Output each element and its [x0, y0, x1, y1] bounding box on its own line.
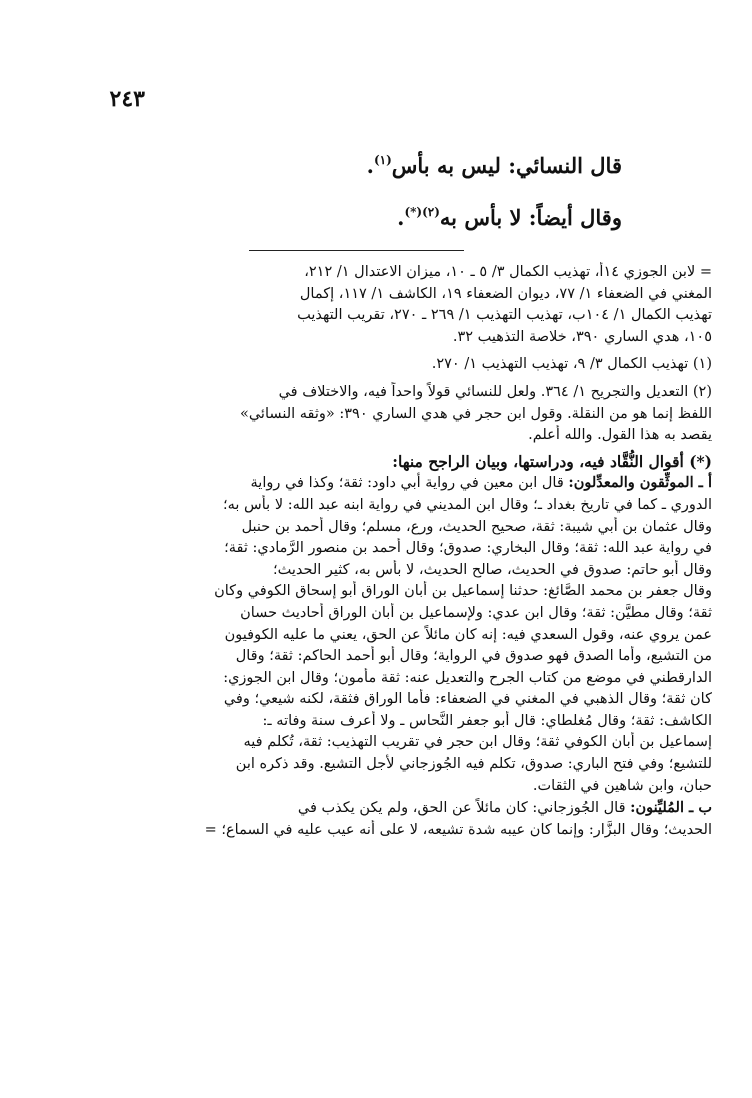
section-a-line: من التشيع، وأما الصدق فهو صدوق في الرواية؛ وقال أبو أحمد الحاكم: ثقة؛ وقال — [235, 648, 712, 665]
section-a — [46, 472, 712, 797]
footnote-ref-2: (٢)(*) — [404, 205, 440, 219]
main-line-2-end: . — [397, 205, 405, 230]
section-b-first-line — [46, 797, 712, 820]
main-text — [40, 140, 622, 244]
critics-heading: (*) أقوال النُّقَّاد فيه، ودراستها، وبيان الراجح منها: — [392, 451, 712, 471]
footnote-line: اللفظ إنما هو من النقلة. وقول ابن حجر في هدي الساري ٣٩٠: «وثقه النسائي» — [239, 405, 712, 422]
footnote-ref-1: (١) — [373, 153, 392, 167]
section-a-line: في رواية عبد الله: ثقة؛ وقال البخاري: صدوق؛ وقال أحمد بن منصور الرَّمادي: ثقة؛ — [224, 540, 712, 557]
section-a-line: للتشيع؛ وفي فتح الباري: صدوق، تكلم فيه الجُوزجاني لأجل التشيع. وقد ذكره ابن — [235, 756, 712, 773]
footnote-line: (١) تهذيب الكمال ٣/ ٩، تهذيب التهذيب ١/ ٢٧٠. — [431, 356, 712, 373]
section-a-line: عمن يروي عنه، وقول السعدي فيه: إنه كان مائلاً عن الحق، يعني ما عليه الكوفيون — [224, 626, 712, 643]
section-a-line: إسماعيل بن أبان الكوفي ثقة؛ وقال ابن حجر في تقريب التهذيب: ثقة، تُكلم فيه — [243, 734, 712, 751]
section-a-first-text: قال ابن معين في رواية أبي داود: ثقة؛ وكذا في رواية — [250, 475, 569, 492]
footnote-1 — [46, 354, 712, 376]
footnote-2 — [46, 382, 712, 447]
section-a-line: ثقة؛ وقال مطيَّن: ثقة؛ وقال ابن عدي: ولإسماعيل بن أبان الوراق أحاديث حسان — [240, 604, 712, 621]
page-number: ٢٤٣ — [109, 86, 145, 112]
footnote-continuation — [46, 262, 712, 348]
footnote-line: تهذيب الكمال ١/ ١٠٤ب، تهذيب التهذيب ١/ ٢٦٩ ـ ٢٧٠، تقريب التهذيب — [297, 307, 712, 324]
footnote-line: ١٠٥، هدي الساري ٣٩٠، خلاصة التذهيب ٣٢. — [452, 328, 712, 345]
section-a-line: وقال جعفر بن محمد الصَّائغ: حدثنا إسماعيل بن أبان الوراق أبو إسحاق الكوفي وكان — [214, 583, 712, 600]
section-b-label: ب ـ المُليِّنون: — [630, 799, 712, 817]
footnote-separator — [249, 250, 464, 251]
section-a-line: الكاشف: ثقة؛ وقال مُغلطاي: قال أبو جعفر النَّحاس ـ ولا أعرف سنة وفاته ـ: — [262, 712, 712, 729]
section-a-line: الدارقطني في موضع من كتاب الجرح والتعديل عنه: ثقة مأمون؛ وقال ابن الجوزي: — [223, 669, 712, 686]
footnotes — [46, 262, 712, 841]
main-line-1 — [40, 140, 622, 192]
main-line-1-text: قال النسائي: ليس به بأس — [391, 153, 622, 178]
footnote-line: يقصد به هذا القول. والله أعلم. — [528, 427, 712, 444]
section-a-line: وقال أبو حاتم: صدوق في الحديث، صالح الحديث، لا بأس به، كثير الحديث؛ — [272, 561, 712, 578]
section-a-line: حبان، وابن شاهين في الثقات. — [532, 777, 712, 794]
section-a-first-line — [46, 472, 712, 495]
section-a-line: الدوري ـ كما في تاريخ بغداد ـ؛ وقال ابن المديني في رواية ابنه عبد الله: لا بأس به؛ — [223, 496, 712, 513]
footnote-line: المغني في الضعفاء ١/ ٧٧، ديوان الضعفاء ١٩، الكاشف ١/ ١١٧، إكمال — [299, 285, 712, 302]
section-a-line: كان ثقة؛ وقال الذهبي في المغني في الضعفاء: فأما الوراق فثقة، لكنه شيعي؛ وفي — [223, 691, 712, 708]
section-b-line: الحديث؛ وقال البزَّار: وإنما كان عيبه شدة تشيعه، لا على أنه عيب عليه في السماع؛ = — [204, 821, 712, 838]
main-line-2 — [40, 192, 622, 244]
footnote-line: = لابن الجوزي ١٤أ، تهذيب الكمال ٣/ ٥ ـ ١٠، ميزان الاعتدال ١/ ٢١٢، — [304, 264, 712, 280]
section-b — [46, 797, 712, 841]
section-a-label: أ ـ الموثِّقون والمعدِّلون: — [568, 474, 712, 492]
section-b-first-text: قال الجُوزجاني: كان مائلاً عن الحق، ولم يكن يكذب في — [297, 800, 631, 817]
section-a-line: وقال عثمان بن أبي شيبة: ثقة، صحيح الحديث، ورع، مسلم؛ وقال أحمد بن حنبل — [241, 518, 712, 535]
main-line-1-end: . — [366, 153, 374, 178]
footnote-line: (٢) التعديل والتجريح ١/ ٣٦٤. ولعل للنسائي قولاً واحداً فيه، والاختلاف في — [278, 383, 712, 400]
main-line-2-text: وقال أيضاً: لا بأس به — [439, 205, 622, 230]
